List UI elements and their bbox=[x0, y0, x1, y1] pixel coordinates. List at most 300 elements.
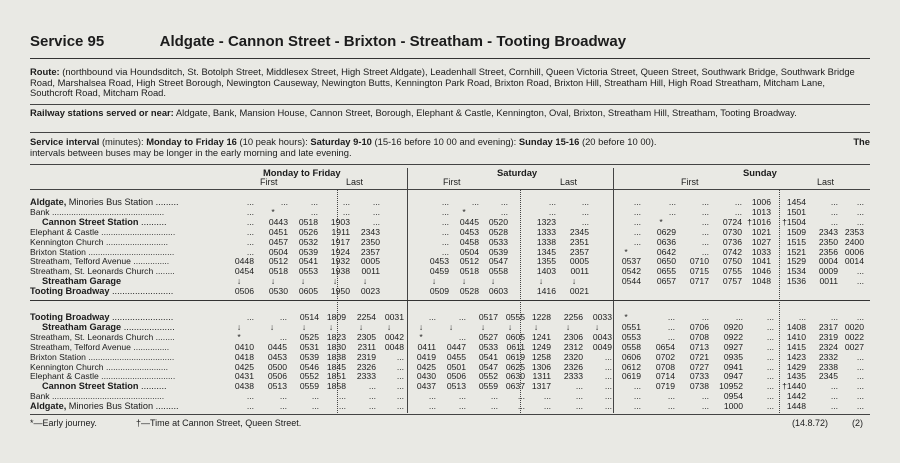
time-cell: ... bbox=[500, 197, 508, 207]
sun-last-header: Last bbox=[817, 177, 835, 187]
time-cell: 0447 bbox=[446, 341, 466, 352]
time-cell: ... bbox=[246, 216, 254, 227]
time-cell: ... bbox=[368, 381, 376, 392]
time-cell: 0552 bbox=[478, 371, 498, 382]
time-cell: ... bbox=[701, 236, 709, 247]
time-cell: ... bbox=[428, 312, 436, 322]
time-cell: 0715 bbox=[689, 266, 709, 277]
time-cell: 0625 bbox=[505, 361, 525, 372]
time-cell: ... bbox=[246, 401, 254, 412]
time-cell: 0009 bbox=[818, 266, 838, 277]
time-cell: ↓ bbox=[386, 321, 392, 332]
leader-dots: ......... bbox=[153, 197, 179, 207]
sun-header: Sunday bbox=[743, 167, 777, 178]
time-cell: ↓ bbox=[594, 321, 600, 332]
time-cell: 0541 bbox=[478, 351, 498, 362]
time-cell: 0006 bbox=[844, 246, 864, 257]
time-cell: 0453 bbox=[267, 351, 287, 362]
time-cell: ... bbox=[396, 351, 404, 362]
time-cell: 0520 bbox=[488, 216, 508, 227]
time-cell: ... bbox=[604, 391, 612, 402]
time-cell: * bbox=[237, 331, 241, 342]
time-cell: 1903 bbox=[330, 216, 350, 227]
time-cell: ... bbox=[856, 266, 864, 277]
time-cell: ... bbox=[701, 401, 709, 412]
time-cell: ... bbox=[543, 391, 551, 402]
time-cell: 0437 bbox=[416, 381, 436, 392]
time-cell: ... bbox=[830, 381, 838, 392]
time-cell: ... bbox=[396, 401, 404, 412]
time-cell: 0448 bbox=[234, 256, 254, 267]
time-cell: ... bbox=[342, 197, 350, 207]
time-cell: 0527 bbox=[478, 331, 498, 342]
leader-dots: ........................ bbox=[109, 312, 174, 322]
time-cell: ↓ bbox=[300, 276, 306, 287]
time-cell: 0513 bbox=[446, 381, 466, 392]
time-cell: 1442 bbox=[786, 391, 806, 402]
time-cell: ... bbox=[701, 226, 709, 237]
time-cell: 2317 bbox=[818, 321, 838, 332]
time-cell: ... bbox=[471, 197, 479, 207]
time-cell: 1521 bbox=[786, 246, 806, 257]
time-cell: ↓ bbox=[270, 276, 276, 287]
time-cell: 0922 bbox=[723, 331, 743, 342]
interval-unit: (minutes): bbox=[101, 136, 144, 147]
time-cell: 0425 bbox=[416, 361, 436, 372]
time-cell: 2333 bbox=[356, 371, 376, 382]
time-cell: ... bbox=[830, 312, 838, 322]
time-cell: 0445 bbox=[459, 216, 479, 227]
time-cell: ... bbox=[830, 391, 838, 402]
time-cell: ... bbox=[342, 206, 350, 217]
time-cell: ... bbox=[517, 401, 525, 412]
time-cell: ... bbox=[372, 216, 380, 227]
time-cell: 0451 bbox=[268, 226, 288, 237]
time-cell: 1851 bbox=[326, 371, 346, 382]
time-cell: ... bbox=[279, 312, 287, 322]
time-cell: 0533 bbox=[478, 341, 498, 352]
time-cell: * bbox=[271, 206, 275, 217]
time-cell: 1345 bbox=[536, 246, 556, 257]
time-cell: ... bbox=[856, 206, 864, 217]
time-cell: 0518 bbox=[298, 216, 318, 227]
time-cell: 1529 bbox=[786, 256, 806, 267]
time-cell: ... bbox=[856, 391, 864, 402]
route-rule bbox=[30, 104, 870, 105]
time-cell: ... bbox=[667, 331, 675, 342]
time-cell: ... bbox=[766, 381, 774, 392]
leader-dots: ............................... bbox=[98, 371, 176, 382]
time-cell: 0533 bbox=[488, 236, 508, 247]
time-cell: ... bbox=[856, 276, 864, 287]
time-cell: ... bbox=[856, 351, 864, 362]
time-cell: ... bbox=[581, 216, 589, 227]
time-cell: 1306 bbox=[531, 361, 551, 372]
time-cell: 1838 bbox=[326, 351, 346, 362]
time-cell: ... bbox=[856, 371, 864, 382]
time-cell: 0418 bbox=[234, 351, 254, 362]
time-cell: ... bbox=[543, 401, 551, 412]
time-cell: 0011 bbox=[819, 276, 838, 287]
time-cell: 0719 bbox=[655, 381, 675, 392]
time-cell: ... bbox=[633, 391, 641, 402]
time-cell: ... bbox=[246, 197, 254, 207]
stop-name bbox=[30, 266, 175, 276]
interval-note: intervals between buses may be longer in the early morning and late evening. bbox=[30, 146, 352, 158]
leader-dots: .................................... bbox=[85, 246, 175, 257]
time-cell: ... bbox=[830, 401, 838, 412]
time-cell: 0531 bbox=[299, 341, 319, 352]
time-cell: 0443 bbox=[268, 216, 288, 227]
time-cell: ... bbox=[667, 312, 675, 322]
time-cell: ↓ bbox=[533, 321, 539, 332]
time-cell: ... bbox=[441, 226, 449, 237]
time-cell: 2320 bbox=[563, 351, 583, 362]
time-cell: 1454 bbox=[786, 197, 806, 207]
time-cell: 2357 bbox=[360, 246, 380, 257]
time-cell: 1403 bbox=[536, 266, 556, 277]
leader-dots: ............... bbox=[130, 256, 170, 267]
time-cell: ↓ bbox=[480, 321, 486, 332]
time-cell: 0049 bbox=[592, 341, 612, 352]
time-cell: 1435 bbox=[786, 371, 806, 382]
time-cell: ... bbox=[604, 371, 612, 382]
time-cell: 0558 bbox=[621, 341, 641, 352]
time-cell: †1504 bbox=[782, 216, 806, 227]
time-cell: 1950 bbox=[330, 286, 350, 297]
time-cell: ... bbox=[856, 216, 864, 227]
interval-sun-label: Sunday 15-16 bbox=[518, 136, 580, 147]
time-cell: 2305 bbox=[356, 331, 376, 342]
time-cell: 0920 bbox=[723, 321, 743, 332]
time-cell: 0655 bbox=[656, 266, 676, 277]
time-cell: 0506 bbox=[267, 371, 287, 382]
time-cell: 0539 bbox=[299, 351, 319, 362]
time-cell: 2326 bbox=[356, 361, 376, 372]
time-cell: ... bbox=[633, 226, 641, 237]
stop-label: Elephant & Castle bbox=[30, 226, 99, 237]
time-cell: ... bbox=[458, 331, 466, 342]
time-cell: 0023 bbox=[360, 286, 380, 297]
stop-name bbox=[30, 197, 179, 207]
stop-label: Tooting Broadway bbox=[30, 312, 110, 322]
time-cell: 0453 bbox=[459, 226, 479, 237]
time-cell: 0708 bbox=[655, 361, 675, 372]
time-cell: 2345 bbox=[569, 226, 589, 237]
time-cell: ... bbox=[581, 206, 589, 217]
route-description bbox=[30, 67, 870, 99]
time-cell: ... bbox=[667, 321, 675, 332]
time-cell: 0457 bbox=[268, 236, 288, 247]
time-cell: 0526 bbox=[298, 226, 318, 237]
time-cell: 1323 bbox=[536, 216, 556, 227]
time-cell: 0559 bbox=[478, 381, 498, 392]
mf-header: Monday to Friday bbox=[263, 167, 341, 178]
sat-header: Saturday bbox=[497, 167, 538, 178]
time-cell: 2338 bbox=[818, 361, 838, 372]
stop-name bbox=[30, 371, 175, 381]
time-cell: ... bbox=[766, 341, 774, 352]
footnote-ref: (14.8.72) bbox=[792, 418, 829, 428]
time-cell: ... bbox=[396, 391, 404, 402]
time-cell: 0605 bbox=[298, 286, 318, 297]
time-cell: 1006 bbox=[751, 197, 771, 207]
time-cell: ... bbox=[517, 391, 525, 402]
leader-dots: ........................ bbox=[109, 286, 174, 297]
time-cell: 0005 bbox=[360, 256, 380, 267]
time-cell: ... bbox=[575, 391, 583, 402]
time-cell: 0619 bbox=[505, 351, 525, 362]
leader-dots: ........ bbox=[153, 266, 175, 277]
time-cell: ... bbox=[548, 206, 556, 217]
time-cell: 2319 bbox=[356, 351, 376, 362]
time-cell: 1021 bbox=[751, 226, 771, 237]
stop-label: Tooting Broadway bbox=[30, 286, 110, 297]
stop-name bbox=[30, 391, 164, 401]
time-cell: ... bbox=[701, 216, 709, 227]
time-cell: 0048 bbox=[384, 341, 404, 352]
footnote-early: *—Early journey. bbox=[30, 418, 97, 428]
time-cell: ↓ bbox=[269, 321, 275, 332]
time-cell: 1509 bbox=[786, 226, 806, 237]
time-cell: ... bbox=[279, 401, 287, 412]
time-cell: 2333 bbox=[563, 371, 583, 382]
time-cell: 0512 bbox=[268, 256, 288, 267]
time-cell: 1048 bbox=[751, 276, 771, 287]
time-cell: 0506 bbox=[234, 286, 254, 297]
time-cell: ↓ bbox=[301, 321, 307, 332]
time-cell: 2357 bbox=[569, 246, 589, 257]
time-cell: ↓ bbox=[418, 321, 424, 332]
railway-label: Railway stations served or near: bbox=[30, 107, 174, 118]
time-cell: ... bbox=[441, 216, 449, 227]
time-cell: ... bbox=[310, 206, 318, 217]
time-cell: ... bbox=[766, 351, 774, 362]
time-cell: 0629 bbox=[656, 226, 676, 237]
time-cell: 1033 bbox=[751, 246, 771, 257]
time-cell: 0546 bbox=[299, 361, 319, 372]
time-cell: ... bbox=[310, 197, 318, 207]
interval-sat-label: Saturday 9-10 bbox=[310, 136, 372, 147]
time-cell: 0501 bbox=[446, 361, 466, 372]
time-cell: 0603 bbox=[488, 286, 508, 297]
time-cell: 1333 bbox=[536, 226, 556, 237]
time-cell: ... bbox=[246, 312, 254, 322]
railway-rule bbox=[30, 132, 870, 133]
interval-the: The bbox=[853, 136, 870, 147]
stop-suffix: Minories Bus Station bbox=[66, 197, 154, 207]
time-cell: * bbox=[462, 206, 466, 217]
time-cell: 10952 bbox=[719, 381, 743, 392]
stop-name bbox=[30, 286, 173, 296]
time-cell: ... bbox=[368, 391, 376, 402]
time-cell: ... bbox=[856, 312, 864, 322]
time-cell: 0730 bbox=[722, 226, 742, 237]
time-cell: 0042 bbox=[384, 331, 404, 342]
time-cell: 2306 bbox=[563, 331, 583, 342]
time-cell: 0954 bbox=[723, 391, 743, 402]
time-cell: ... bbox=[490, 401, 498, 412]
time-cell: 0947 bbox=[723, 371, 743, 382]
time-cell: ... bbox=[441, 246, 449, 257]
time-cell: 2326 bbox=[563, 361, 583, 372]
time-cell: 0518 bbox=[268, 266, 288, 277]
time-cell: 0542 bbox=[621, 266, 641, 277]
time-cell: ... bbox=[701, 246, 709, 257]
leader-dots: .................................... bbox=[85, 351, 175, 362]
time-cell: 1536 bbox=[786, 276, 806, 287]
time-cell: ... bbox=[734, 197, 742, 207]
time-cell: ... bbox=[701, 312, 709, 322]
time-cell: ... bbox=[668, 197, 676, 207]
time-cell: 0431 bbox=[234, 371, 254, 382]
time-cell: ... bbox=[766, 321, 774, 332]
time-cell: †1440 bbox=[782, 381, 806, 392]
time-cell: ↓ bbox=[565, 321, 571, 332]
leader-dots: ............................................... bbox=[49, 206, 165, 217]
interval-sun-text: (20 before 10 00). bbox=[581, 136, 657, 147]
time-cell: ... bbox=[458, 312, 466, 322]
time-cell: 1416 bbox=[536, 286, 556, 297]
time-cell: 1415 bbox=[786, 341, 806, 352]
time-cell: 0020 bbox=[844, 321, 864, 332]
time-cell: ... bbox=[766, 331, 774, 342]
route-text: (northbound via Houndsditch, St. Botolph Street, Middlesex Street, High Street Aldgate), Leadenhall Street, Cornhill, Queen Victoria Street, Queen Street, Southwark Bridge, Southwark Bridge Road, Marshalsea Road, High Street Borough, Newington Causeway, Newington Butts, Kennington Park Road, Brixton Road, Brixton Hill, Streatham Hill, High Road Streatham, Mitcham Lane, Southcroft Road, Mitcham Road. bbox=[30, 66, 855, 99]
time-cell: 1241 bbox=[531, 331, 551, 342]
time-cell: 0657 bbox=[656, 276, 676, 287]
column-header-rule bbox=[30, 189, 870, 190]
time-cell: ↓ bbox=[236, 321, 242, 332]
time-cell: 2353 bbox=[844, 226, 864, 237]
time-cell: ↓ bbox=[461, 276, 467, 287]
stop-name bbox=[30, 247, 174, 257]
time-cell: 2343 bbox=[360, 226, 380, 237]
mf-last-header: Last bbox=[346, 177, 364, 187]
interval-sat-text: (15-16 before 10 00 and evening): bbox=[374, 136, 517, 147]
stop-label: Cannon Street Station bbox=[42, 381, 139, 392]
time-cell: 1041 bbox=[751, 256, 771, 267]
time-cell: ... bbox=[856, 381, 864, 392]
time-cell: ↓ bbox=[236, 276, 242, 287]
time-cell: 0021 bbox=[569, 286, 589, 297]
time-cell: ... bbox=[246, 206, 254, 217]
time-cell: 0552 bbox=[299, 371, 319, 382]
time-cell: ... bbox=[575, 401, 583, 412]
sat-first-header: First bbox=[443, 177, 461, 187]
time-cell: 1932 bbox=[330, 256, 350, 267]
time-cell: 0642 bbox=[656, 246, 676, 257]
time-cell: 0514 bbox=[299, 312, 319, 322]
route-title: Aldgate - Cannon Street - Brixton - Streatham - Tooting Broadway bbox=[159, 33, 627, 50]
time-cell: 0708 bbox=[689, 331, 709, 342]
time-cell: 0612 bbox=[621, 361, 641, 372]
time-cell: 0636 bbox=[656, 236, 676, 247]
stop-label: Aldgate, bbox=[30, 401, 67, 412]
time-cell: 2319 bbox=[818, 331, 838, 342]
time-cell: 0551 bbox=[621, 321, 641, 332]
time-cell: 1429 bbox=[786, 361, 806, 372]
time-cell: ... bbox=[338, 391, 346, 402]
time-cell: 0727 bbox=[689, 361, 709, 372]
time-cell: 1408 bbox=[786, 321, 806, 332]
time-cell: 1013 bbox=[751, 206, 771, 217]
time-cell: 0547 bbox=[478, 361, 498, 372]
service-number: Service 95 bbox=[30, 33, 105, 50]
time-cell: 1809 bbox=[326, 312, 346, 322]
time-cell: 0606 bbox=[621, 351, 641, 362]
time-cell: 0724 bbox=[722, 216, 742, 227]
time-cell: ... bbox=[766, 371, 774, 382]
time-cell: * bbox=[624, 312, 628, 322]
time-cell: 0411 bbox=[417, 341, 436, 352]
time-cell: 1830 bbox=[326, 341, 346, 352]
interval-label: Service interval bbox=[30, 136, 100, 147]
time-cell: ... bbox=[280, 197, 288, 207]
time-cell: 1000 bbox=[723, 401, 743, 412]
time-cell: 0935 bbox=[723, 351, 743, 362]
time-cell: 0509 bbox=[429, 286, 449, 297]
time-cell: 0438 bbox=[234, 381, 254, 392]
stop-suffix: Minories Bus Station bbox=[66, 401, 154, 412]
time-cell: 0611 bbox=[506, 341, 525, 352]
stop-label: Aldgate, bbox=[30, 197, 67, 207]
stop-name bbox=[30, 381, 167, 391]
time-cell: ↓ bbox=[431, 276, 437, 287]
leader-dots: .......................... bbox=[103, 236, 169, 247]
time-cell: 0553 bbox=[298, 266, 318, 277]
time-cell: 0005 bbox=[569, 256, 589, 267]
time-cell: ... bbox=[246, 246, 254, 257]
time-cell: 1249 bbox=[531, 341, 551, 352]
time-cell: 0717 bbox=[689, 276, 709, 287]
time-cell: 0027 bbox=[844, 341, 864, 352]
time-cell: 0410 bbox=[234, 341, 254, 352]
time-cell: 1534 bbox=[786, 266, 806, 277]
time-cell: ... bbox=[766, 401, 774, 412]
time-cell: 2311 bbox=[357, 341, 376, 352]
stop-name bbox=[30, 401, 179, 411]
time-cell: 2350 bbox=[360, 236, 380, 247]
time-cell: ↓ bbox=[448, 321, 454, 332]
time-cell: 0455 bbox=[446, 351, 466, 362]
stop-name bbox=[30, 276, 121, 286]
time-cell: ... bbox=[368, 401, 376, 412]
time-cell: ... bbox=[441, 236, 449, 247]
time-cell: 0654 bbox=[655, 341, 675, 352]
time-cell: ↓ bbox=[362, 276, 368, 287]
time-cell: 0738 bbox=[689, 381, 709, 392]
time-cell: 0528 bbox=[459, 286, 479, 297]
time-cell: ... bbox=[766, 361, 774, 372]
footnote-dagger: †—Time at Cannon Street, Queen Street. bbox=[136, 418, 302, 428]
time-cell: ... bbox=[396, 381, 404, 392]
time-cell: ... bbox=[633, 206, 641, 217]
stop-label: Kennington Church bbox=[30, 236, 104, 247]
time-cell: 0430 bbox=[416, 371, 436, 382]
time-cell: 0553 bbox=[621, 331, 641, 342]
stop-label: Brixton Station bbox=[30, 246, 86, 257]
time-cell: 0043 bbox=[592, 331, 612, 342]
time-cell: ... bbox=[668, 206, 676, 217]
time-cell: ... bbox=[441, 206, 449, 217]
time-cell: ... bbox=[246, 391, 254, 402]
time-cell: 0532 bbox=[298, 236, 318, 247]
time-cell: 1515 bbox=[786, 236, 806, 247]
time-cell: ... bbox=[246, 236, 254, 247]
time-cell: 0721 bbox=[689, 351, 709, 362]
time-cell: 0528 bbox=[488, 226, 508, 237]
time-cell: ... bbox=[396, 371, 404, 382]
